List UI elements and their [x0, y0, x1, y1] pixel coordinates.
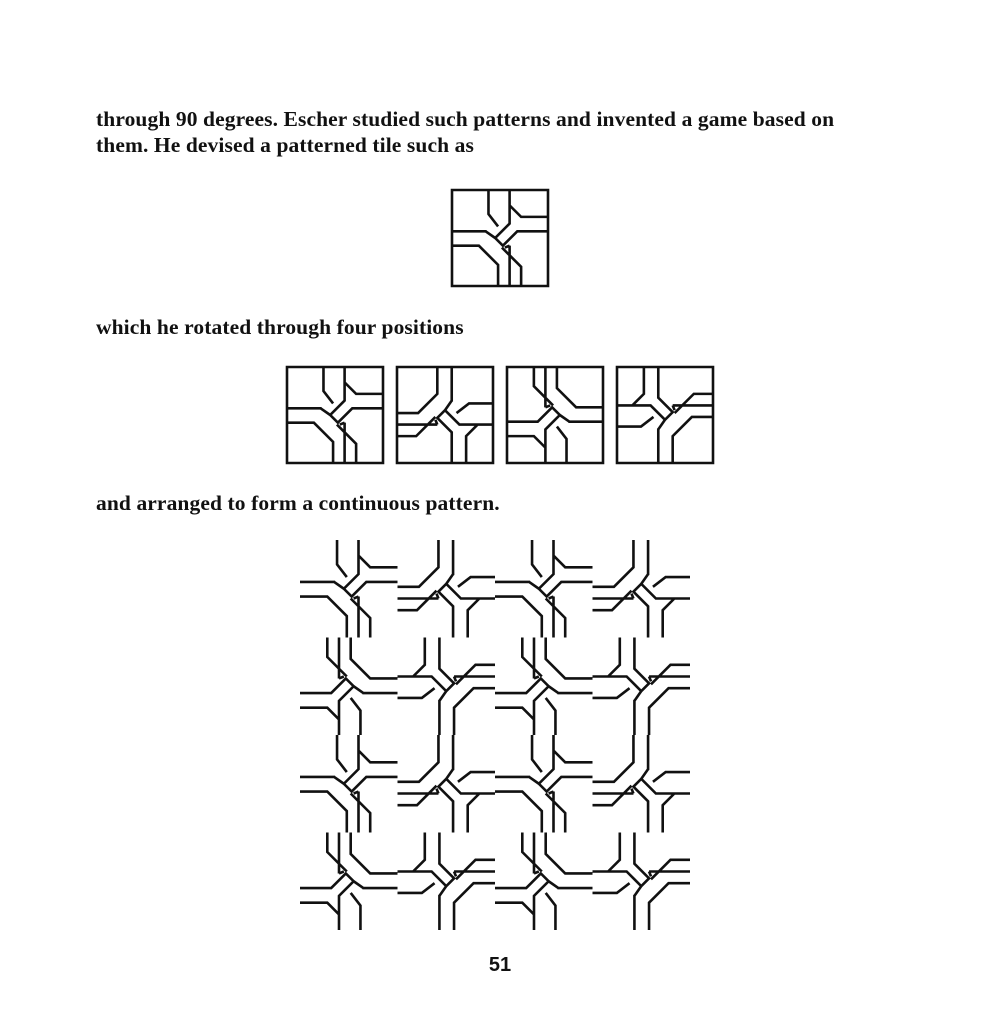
pattern-tile: [495, 638, 593, 736]
tile-motif: [397, 367, 493, 463]
tile-motif: [398, 833, 496, 931]
tile-motif: [300, 540, 398, 638]
tile-motif: [507, 367, 603, 463]
tile-motif: [593, 735, 691, 833]
page-number: 51: [488, 954, 512, 976]
tile-border: [397, 367, 493, 463]
pattern-tile: [593, 540, 691, 638]
tile-motif: [300, 638, 398, 736]
pattern-tile: [398, 638, 496, 736]
tile-motif: [300, 735, 398, 833]
pattern-tile: [593, 833, 691, 931]
pattern-tile: [398, 735, 496, 833]
pattern-tile: [300, 638, 398, 736]
tile-motif: [452, 190, 548, 286]
text-line: through 90 degrees. Escher studied such patterns and invented a game based on: [96, 107, 835, 131]
tile-motif: [398, 540, 496, 638]
rotated-tile-3: [507, 367, 603, 463]
pattern-tile: [495, 833, 593, 931]
tile-border: [507, 367, 603, 463]
rotated-tile-2: [397, 367, 493, 463]
tile: [452, 190, 548, 286]
text-line: and arranged to form a continuous pattern.: [96, 491, 500, 515]
tile-motif: [398, 735, 496, 833]
tile-motif: [495, 735, 593, 833]
rotated-tile-4: [617, 367, 713, 463]
tile-border: [287, 367, 383, 463]
rotated-tile-1: [287, 367, 383, 463]
pattern-tile: [593, 638, 691, 736]
pattern-tile: [300, 540, 398, 638]
pattern-tile: [495, 540, 593, 638]
pattern-tile: [495, 735, 593, 833]
paragraph-arranged: [96, 490, 926, 516]
paragraph-rotated: [96, 314, 926, 340]
continuous-pattern-figure: [300, 540, 690, 930]
text-line: them. He devised a patterned tile such as: [96, 133, 474, 157]
tile-border: [617, 367, 713, 463]
pattern-tile: [300, 833, 398, 931]
tile-motif: [287, 367, 383, 463]
tile-motif: [593, 540, 691, 638]
pattern-tile: [398, 540, 496, 638]
pattern-tile: [398, 833, 496, 931]
tile-motif: [495, 833, 593, 931]
pattern-tile: [300, 735, 398, 833]
tile-motif: [593, 833, 691, 931]
tile-motif: [398, 638, 496, 736]
text-line: which he rotated through four positions: [96, 315, 464, 339]
tile-motif: [495, 638, 593, 736]
tile-border: [452, 190, 548, 286]
tile-motif: [617, 367, 713, 463]
pattern-tile: [593, 735, 691, 833]
tile-motif: [300, 833, 398, 931]
four-rotations-figure: [285, 365, 720, 465]
single-tile-figure: [450, 188, 550, 288]
tile-motif: [495, 540, 593, 638]
tile-motif: [593, 638, 691, 736]
paragraph-intro: [96, 106, 926, 158]
